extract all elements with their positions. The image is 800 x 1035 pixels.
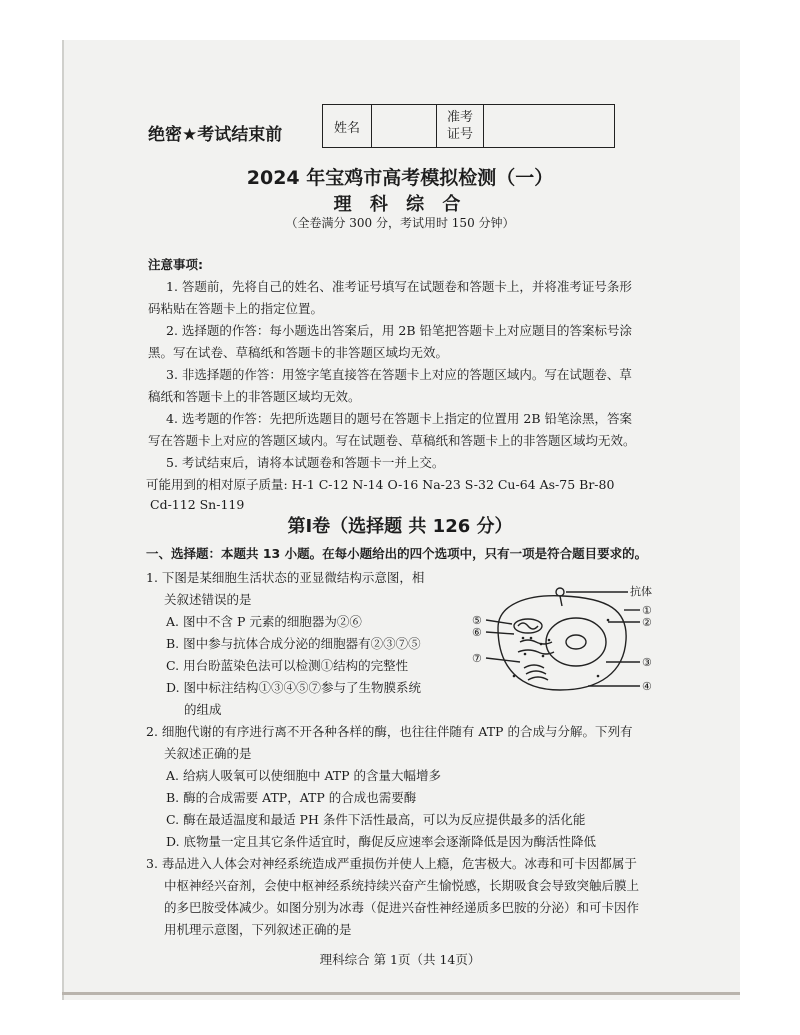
mitochondrion-cristae — [518, 623, 538, 629]
label-2: ② — [642, 616, 652, 629]
notice-line: 码粘贴在答题卡上的指定位置。 — [148, 301, 324, 316]
nucleolus — [566, 635, 586, 649]
label-4: ④ — [642, 680, 652, 693]
notice-line: 3. 非选择题的作答：用签字笔直接答在答题卡上对应的答题区域内。写在试题卷、草 — [166, 367, 632, 382]
notice-line: 黑。写在试卷、草稿纸和答题卡的非答题区域均无效。 — [148, 345, 449, 360]
golgi — [524, 665, 548, 680]
pointer-6 — [486, 632, 514, 634]
q1-option-d: D. 图中标注结构①③④⑤⑦参与了生物膜系统 — [166, 680, 422, 695]
q3-stem-line: 3. 毒品进入人体会对神经系统造成严重损伤并使人上瘾，危害极大。冰毒和可卡因都属于 — [146, 856, 637, 871]
vesicle-pathway — [560, 596, 562, 606]
q2-stem: 2. 细胞代谢的有序进行离不开各种各样的酶，也往往伴随有 ATP 的合成与分解。下列有 — [146, 724, 633, 739]
q1-stem-cont: 关叙述错误的是 — [164, 592, 252, 607]
notice-line: 1. 答题前，先将自己的姓名、准考证号填写在试题卷和答题卡上，并将准考证号条形 — [166, 279, 632, 294]
label-5: ⑤ — [472, 614, 482, 627]
label-antibody: 抗体 — [630, 585, 652, 598]
exam-title: 2024 年宝鸡市高考模拟检测（一） — [246, 167, 554, 189]
label-1: ① — [642, 604, 652, 617]
q1-stem: 1. 下图是某细胞生活状态的亚显微结构示意图，相 — [146, 570, 425, 585]
candidate-info-box — [322, 104, 615, 148]
part-title: 第Ⅰ卷（选择题 共 126 分） — [287, 516, 513, 537]
q1-option-b: B. 图中参与抗体合成分泌的细胞器有②③⑦⑤ — [166, 636, 421, 651]
q2-option-a: A. 给病人吸氧可以使细胞中 ATP 的含量大幅增多 — [166, 768, 442, 783]
notice-line: 5. 考试结束后，请将本试题卷和答题卡一并上交。 — [166, 455, 445, 470]
cell-membrane — [498, 596, 626, 690]
q3-stem-line: 用机理示意图，下列叙述正确的是 — [164, 922, 352, 937]
notice-heading: 注意事项: — [148, 257, 203, 272]
q3-stem-line: 的多巴胺受体减少。如图分别为冰毒（促进兴奋性神经递质多巴胺的分泌）和可卡因作 — [164, 900, 640, 915]
nucleus — [546, 618, 606, 666]
atomic-mass-line: 可能用到的相对原子质量: H-1 C-12 N-14 O-16 Na-23 S-32 Cu-64 As-75 Br-80 — [146, 477, 615, 492]
name-label: 姓名 — [323, 105, 372, 148]
label-3: ③ — [642, 656, 652, 669]
q1-option-a: A. 图中不含 P 元素的细胞器为②⑥ — [166, 614, 362, 629]
notice-line: 写在答题卡上对应的答题区域内。写在试题卷、草稿纸和答题卡上的非答题区域均无效。 — [148, 433, 636, 448]
page-edge-bottom — [62, 992, 740, 995]
q1-option-d-cont: 的组成 — [184, 702, 222, 717]
notice-line: 4. 选考题的作答：先把所选题目的题号在答题卡上指定的位置用 2B 铅笔涂黑，答案 — [166, 411, 632, 426]
atomic-mass-line-cont: Cd-112 Sn-119 — [150, 497, 245, 512]
section-title: 一、选择题：本题共 13 小题。在每小题给出的四个选项中，只有一项是符合题目要求的。 — [146, 546, 648, 561]
q2-option-c: C. 酶在最适温度和最适 PH 条件下活性最高，可以为反应提供最多的活化能 — [166, 812, 586, 827]
q2-option-d: D. 底物量一定且其它条件适宜时，酶促反应速率会逐渐降低是因为酶活性降低 — [166, 834, 597, 849]
q2-option-b: B. 酶的合成需要 ATP，ATP 的合成也需要酶 — [166, 790, 417, 805]
label-6: ⑥ — [472, 626, 482, 639]
q1-option-c: C. 用台盼蓝染色法可以检测①结构的完整性 — [166, 658, 409, 673]
exam-note: （全卷满分 300 分，考试用时 150 分钟） — [285, 216, 515, 230]
exam-subtitle: 理 科 综 合 — [333, 194, 467, 215]
name-field — [372, 105, 437, 148]
q3-stem-line: 中枢神经兴奋剂，会使中枢神经系统持续兴奋产生愉悦感，长期吸食会导致突触后膜上 — [164, 878, 640, 893]
notice-line: 2. 选择题的作答：每小题选出答案后，用 2B 铅笔把答题卡上对应题目的答案标号涂 — [166, 323, 632, 338]
candidate-id-field — [484, 105, 615, 148]
notice-line: 稿纸和答题卡上的非答题区域均无效。 — [148, 389, 361, 404]
q2-stem-cont: 关叙述正确的是 — [164, 746, 252, 761]
candidate-id-label-line2: 证号 — [446, 127, 473, 142]
ribosome-dots — [513, 619, 610, 678]
secret-label: 绝密★考试结束前 — [148, 125, 283, 145]
page-footer: 理科综合 第 1页（共 14页） — [319, 952, 481, 967]
candidate-id-label — [437, 105, 484, 148]
candidate-id-label-line1: 准考 — [446, 110, 473, 125]
secretory-vesicle — [556, 588, 564, 596]
cell-ultrastructure-figure — [468, 580, 668, 702]
label-7: ⑦ — [472, 652, 482, 665]
